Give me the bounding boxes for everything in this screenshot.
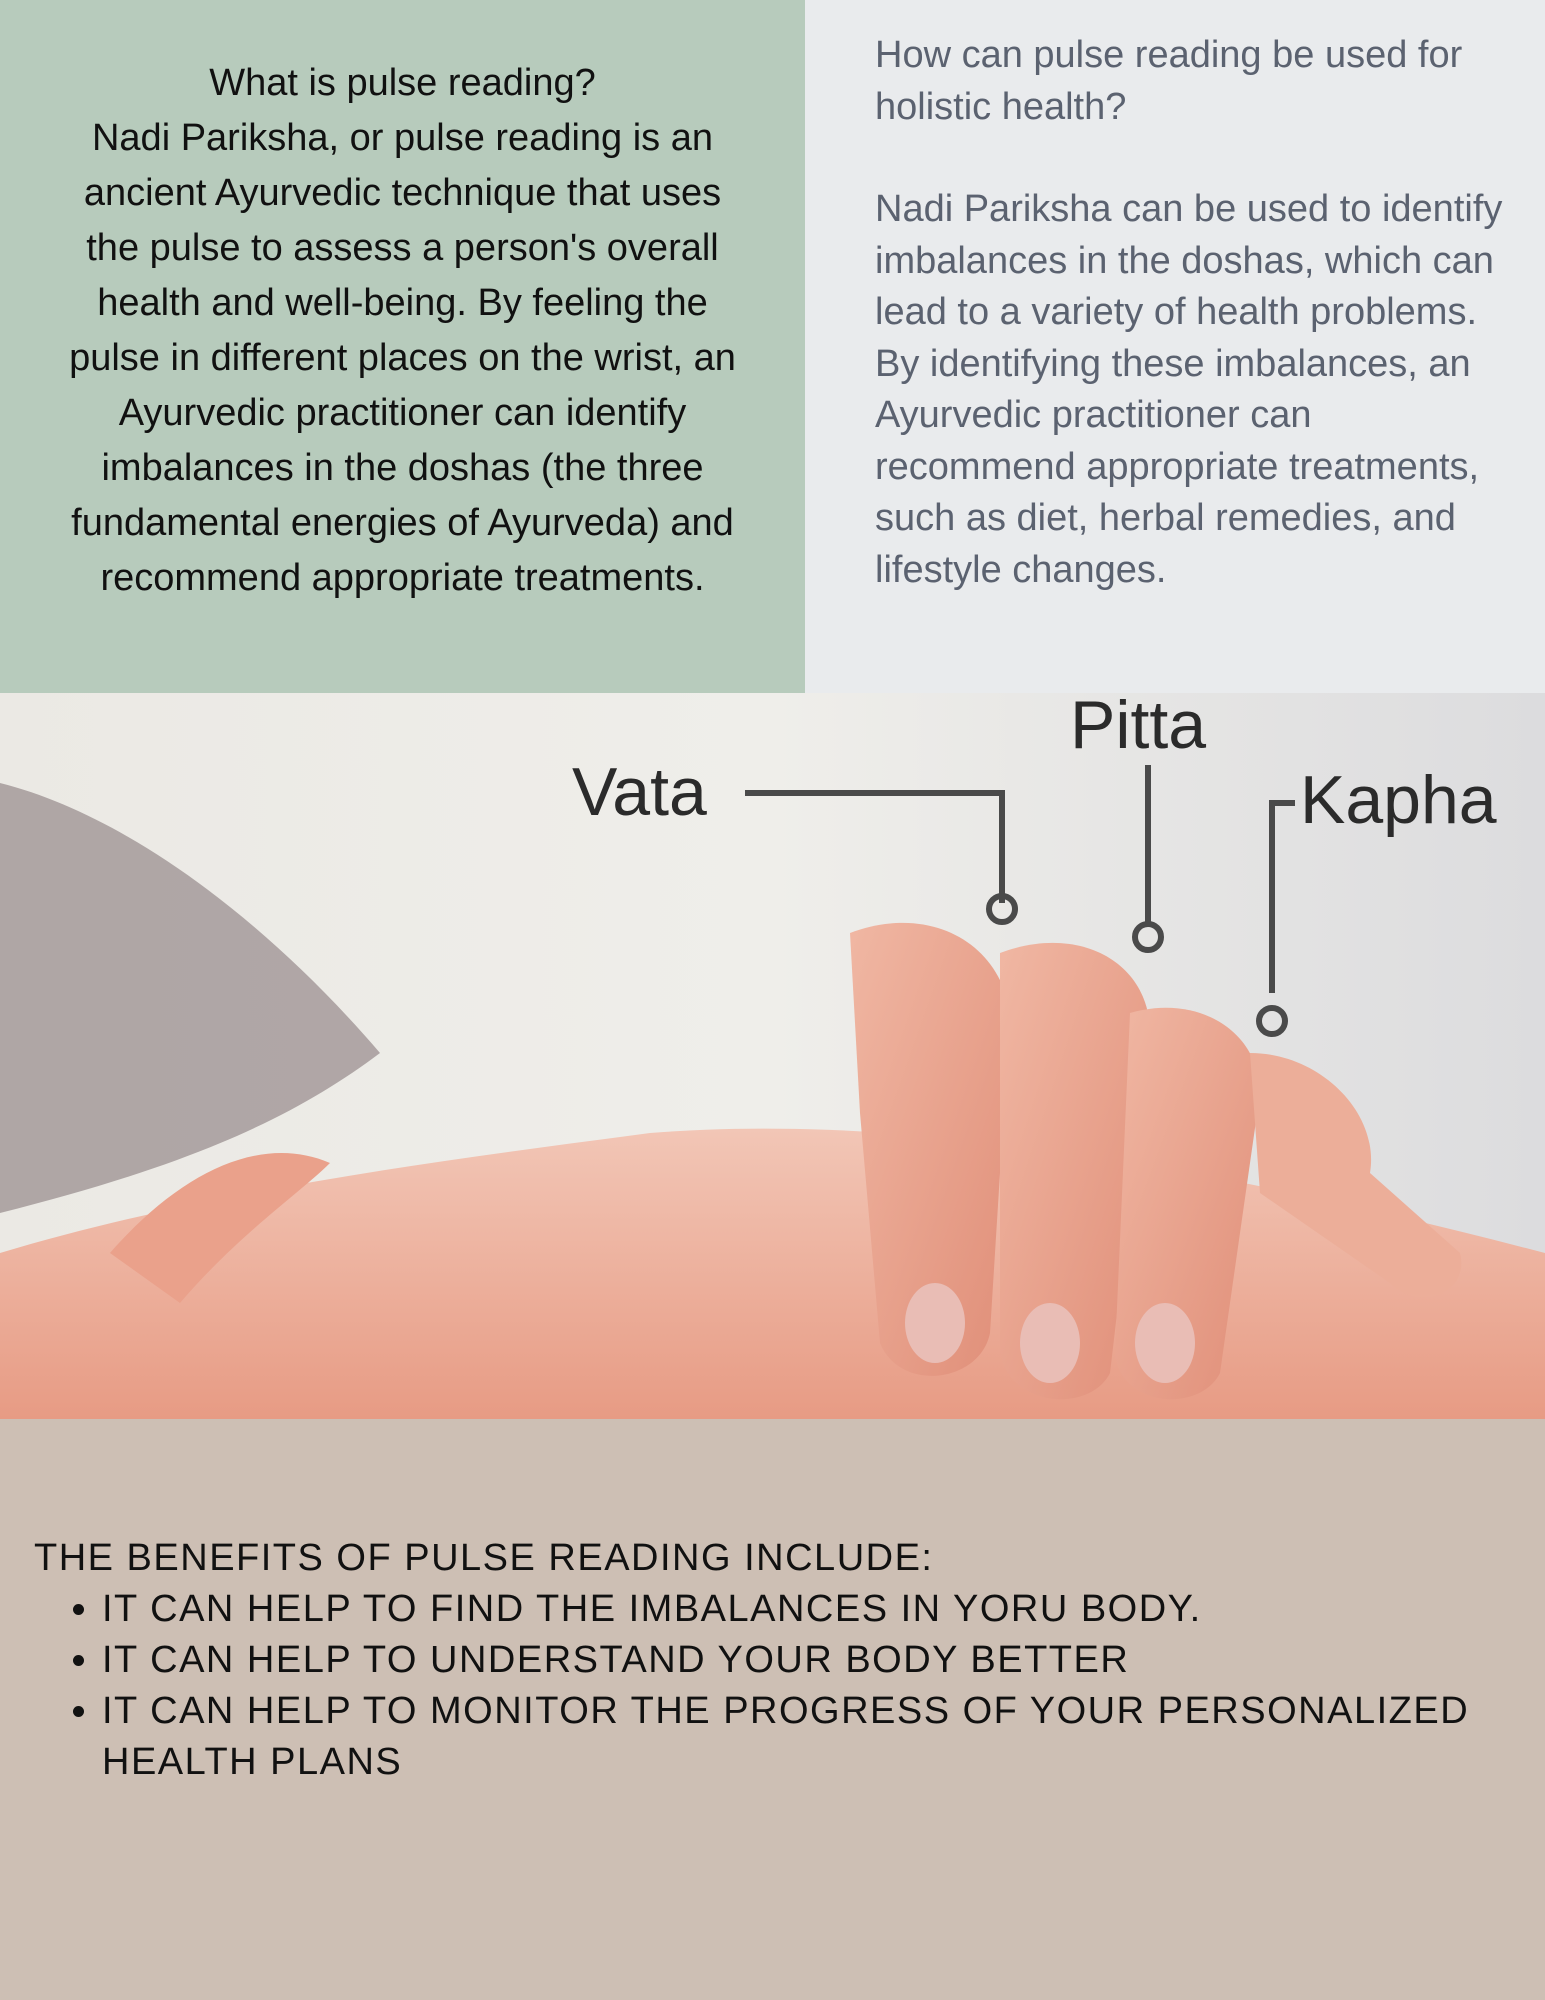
intro-heading: What is pulse reading?: [209, 62, 596, 104]
intro-body: Nadi Pariksha, or pulse reading is an ancient Ayurvedic technique that uses the pulse to assess a person's overall health and well-being. By feeling the pulse in different places on the wrist, an Ayurvedic practitioner can identify imbalances in the doshas (the three fundamental energies of Ayurveda) and recommend appropriate treatments.: [69, 117, 736, 599]
holistic-health-panel: [805, 0, 1545, 693]
holistic-heading: How can pulse reading be used for holistic health?: [875, 34, 1463, 128]
holistic-body: Nadi Pariksha can be used to identify imbalances in the doshas, which can lead to a variety of health problems. By identifying these imbalances, an Ayurvedic practitioner can recommend appropriate treatments, such as diet, herbal remedies, and lifestyle changes.: [875, 188, 1503, 591]
vata-label: Vata: [572, 754, 707, 830]
pulse-reading-intro-panel: [0, 0, 805, 693]
pitta-label: Pitta: [1070, 693, 1207, 763]
benefits-section: [0, 1419, 1545, 2000]
benefit-item: • IT CAN HELP TO MONITOR THE PROGRESS OF YOUR PERSONALIZED HEALTH PLANS: [102, 1686, 1511, 1788]
benefits-list: [34, 1584, 1511, 1788]
kapha-label: Kapha: [1300, 762, 1497, 838]
benefit-item: • IT CAN HELP TO FIND THE IMBALANCES IN YORU BODY.: [102, 1584, 1511, 1635]
benefit-item: • IT CAN HELP TO UNDERSTAND YOUR BODY BETTER: [102, 1635, 1511, 1686]
pulse-reading-photo: [0, 693, 1545, 1419]
benefits-heading: THE BENEFITS OF PULSE READING INCLUDE:: [34, 1537, 934, 1579]
